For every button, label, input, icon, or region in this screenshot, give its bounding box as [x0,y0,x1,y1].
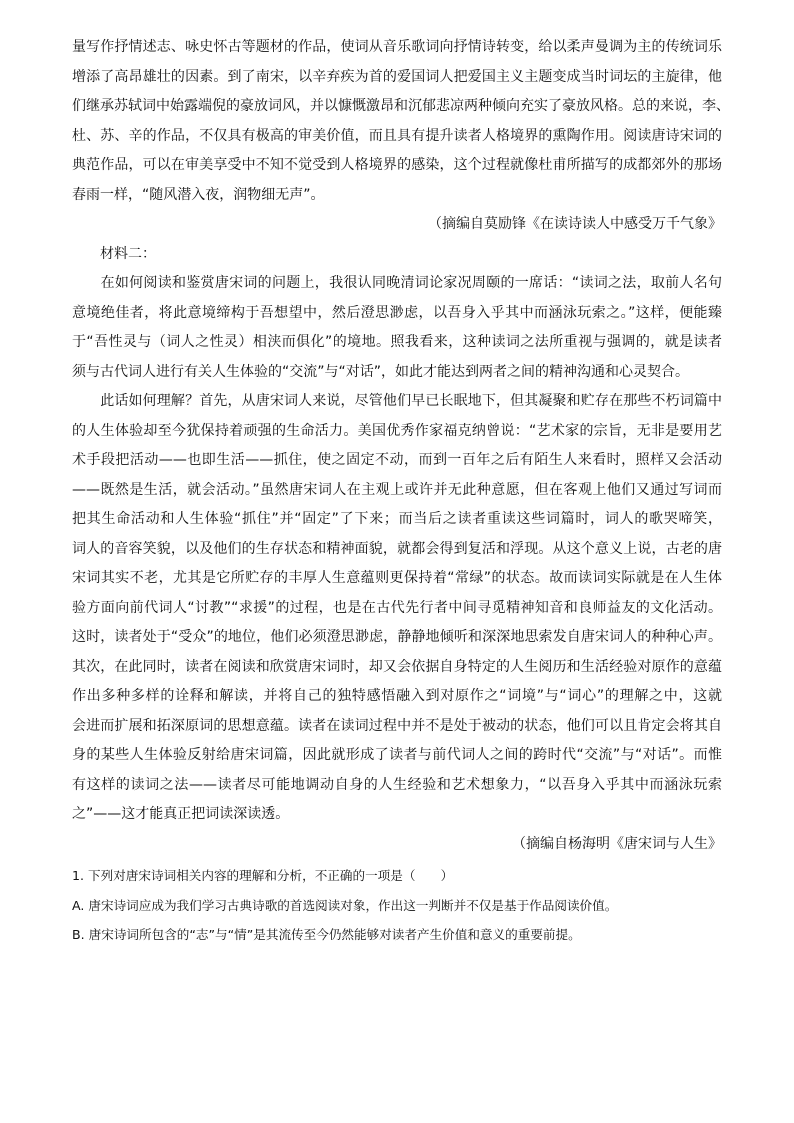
material-2-label: 材料二： [100,245,156,262]
text-line: 此话如何理解？首先，从唐宋词人来说，尽管他们早已长眠地下，但其凝聚和贮存在那些不朽词篇中 [72,393,722,409]
text-line: 宋词其实不老，尤其是它所贮存的丰厚人生意蕴则更保持着“常绿”的状态。故而读词实际就是在人生体 [72,570,722,586]
text-line: 术手段把活动——也即生活——抓住，使之固定不动，而到一百年之后有陌生人来看时，照样又会活动 [72,452,722,468]
text-line: 于“吾性灵与（词人之性灵）相浃而俱化”的境地。照我看来，这种读词之法所重视与强调的，就是读者 [72,334,722,350]
text-line: 意境绝佳者，将此意境缔构于吾想望中，然后澄思渺虑，以吾身入乎其中而涵泳玩索之。”这样，便能臻 [72,304,722,321]
text-line: 们继承苏轼词中始露端倪的豪放词风，并以慷慨激昂和沉郁悲凉两种倾向充实了豪放风格。总的来说，李、 [72,98,730,114]
text-line: 会进而扩展和拓深原词的思想意蕴。读者在读词过程中并不是处于被动的状态，他们可以且肯定会将其自 [72,717,722,734]
text-line: 作出多种多样的诠释和解读，并将自己的独特感悟融入到对原作之“词境”与“词心”的理解之中，这就 [72,688,722,704]
text-line: 须与古代词人进行有关人生体验的“交流”与“对话”，如此才能达到两者之间的精神沟通和心灵契合。 [72,363,690,380]
text-line: 身的某些人生体验反射给唐宋词篇，因此就形成了读者与前代词人之间的跨时代“交流”与“对话”。而惟 [72,747,722,763]
text-line: ——既然是生活，就会活动。”虽然唐宋词人在主观上或许并无此种意愿，但在客观上他们又通过写词而 [72,481,722,498]
text-line: 有这样的读词之法——读者尽可能地调动自身的人生经验和艺术想象力，“以吾身入乎其中而涵泳玩索 [72,776,722,793]
option-b: B. 唐宋诗词所包含的“志”与“情”是其流传至今仍然能够对读者产生价值和意义的重要前提。 [72,927,581,942]
text-line: 词人的音容笑貌，以及他们的生存状态和精神面貌，就都会得到复活和浮现。从这个意义上说，古老的唐 [72,540,722,557]
text-line: 其次，在此同时，读者在阅读和欣赏唐宋词时，却又会依据自身特定的人生阅历和生活经验对原作的意蕴 [72,658,722,675]
text-line: 之”——这才能真正把词读深读透。 [72,806,290,822]
source-citation-2: （摘编自杨海明《唐宋词与人生》 [512,835,722,852]
paragraph-3 [72,387,722,830]
source-citation-1: （摘编自莫励锋《在读诗读人中感受万千气象》 [428,216,722,232]
paragraph-1 [72,33,730,210]
text-line: 典范作品，可以在审美享受中不知不觉受到人格境界的感染，这个过程就像杜甫所描写的成都郊外的那场 [72,157,722,173]
text-line: 把其生命活动和人生体验“抓住”并“固定”了下来；而当后之读者重读这些词篇时，词人的歌哭啼笑， [72,511,722,527]
document-body [72,33,730,950]
option-a: A. 唐宋诗词应成为我们学习古典诗歌的首选阅读对象，作出这一判断并不仅是基于作品阅读价值。 [72,897,618,913]
question-1-stem: 1. 下列对唐宋诗词相关内容的理解和分析，不正确的一项是（ ） [72,868,454,883]
text-line: 这时，读者处于“受众”的地位，他们必须澄思渺虑，静静地倾听和深深地思索发自唐宋词人的种种心声。 [72,629,722,645]
text-line: 量写作抒情述志、咏史怀古等题材的作品，使词从音乐歌词向抒情诗转变，给以柔声曼调为主的传统词乐 [72,39,722,55]
text-line: 验方面向前代词人“讨教”“求援”的过程，也是在古代先行者中间寻觅精神知音和良师益友的文化活动。 [72,599,722,616]
text-line: 的人生体验却至今犹保持着顽强的生命活力。美国优秀作家福克纳曾说：“艺术家的宗旨，无非是要用艺 [72,422,722,439]
text-line: 春雨一样，“随风潜入夜，润物细无声”。 [72,186,325,203]
text-line: 杜、苏、辛的作品，不仅具有极高的审美价值，而且具有提升读者人格境界的熏陶作用。阅读唐诗宋词的 [72,127,722,144]
paragraph-2 [72,269,722,387]
text-line: 增添了高昂雄壮的因素。到了南宋，以辛弃疾为首的爱国词人把爱国主义主题变成当时词坛的主旋律，他 [72,68,722,85]
text-line: 在如何阅读和鉴赏唐宋词的问题上，我很认同晚清词论家况周颐的一席话：“读词之法，取前人名句 [72,275,722,291]
